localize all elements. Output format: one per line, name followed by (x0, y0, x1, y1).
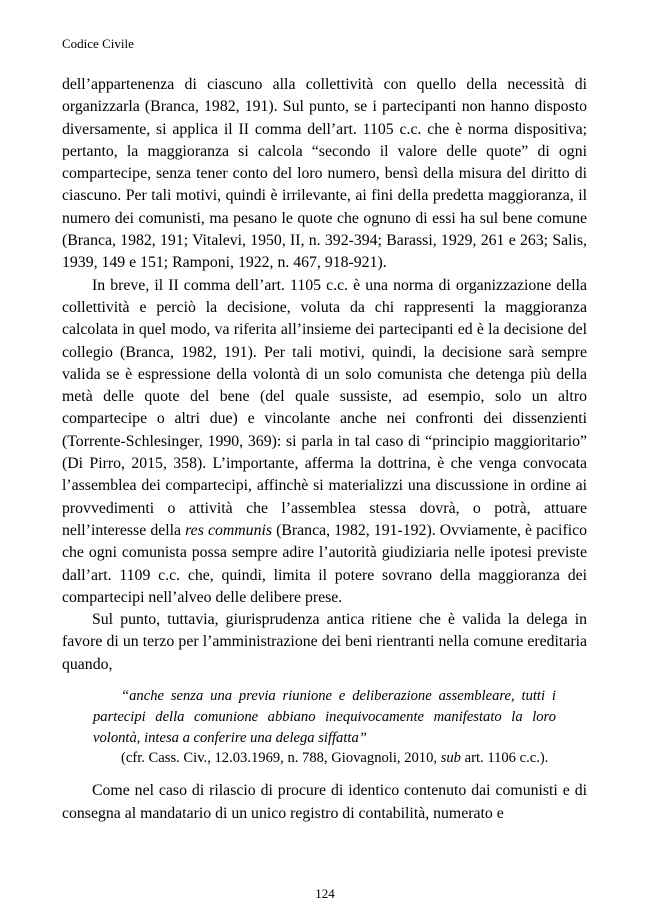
quote-text: “anche senza una previa riunione e deliberazione assembleare, tutti i partecipi della comunione abbiano inequivocamente manifestato la loro volontà, intesa a conferire una delega siffatta” (93, 688, 556, 746)
spacer (62, 769, 587, 780)
res-communis-term: res communis (185, 521, 273, 539)
paragraph-1: dell’appartenenza di ciascuno alla collettività con quello della necessità di organizzarla (Branca, 1982, 191). Sul punto, se i partecipanti non hanno disposto diversamente, si applica il II comma dell’art. 1105 c.c. che è norma dispositiva; pertanto, la maggioranza si calcola “secondo il valore delle quote” di ogni compartecipe, senza tener conto del loro numero, bensì della misura del diritto di ciascuno. Per tali motivi, quindi è irrilevante, ai fini della predetta maggioranza, il numero dei comunisti, ma pesano le quote che ognuno di essi ha sul bene comune (Branca, 1982, 191; Vitalevi, 1950, II, n. 392-394; Barassi, 1929, 261 e 263; Salis, 1939, 149 e 151; Ramponi, 1922, n. 467, 918-921). (62, 76, 587, 272)
citation-text-a: (cfr. Cass. Civ., 12.03.1969, n. 788, Giovagnoli, 2010, (121, 750, 441, 767)
paragraph-3: Sul punto, tuttavia, giurisprudenza antica ritiene che è valida la delega in favore di un terzo per l’amministrazione dei beni rientranti nella comune ereditaria quando, (62, 611, 587, 673)
page-number: 124 (315, 886, 335, 901)
paragraph-4: Come nel caso di rilascio di procure di identico contenuto dai comunisti e di consegna al mandatario di un unico registro di contabilità, numerato e (62, 782, 587, 822)
paragraph-2-text-b: (Branca, 1982, 191-192). Ovviamente, è pacifico che ogni comunista possa sempre adire l’autorità giudiziaria nelle ipotesi previste dall’art. 1109 c.c. che, quindi, limita il potere sovrano della maggioranza dei compartecipi nell’alveo delle delibere prese. (62, 521, 588, 606)
running-head: Codice Civile (62, 36, 134, 51)
paragraph-2 (62, 275, 587, 609)
paragraph-2-text-a: In breve, il II comma dell’art. 1105 c.c. è una norma di organizzazione della collettività e perciò la decisione, voluta da chi rappresenti la maggioranza calcolata in quel modo, va riferita all’insieme dei partecipanti ed è la decisione del collegio (Branca, 1982, 191). Per tali motivi, quindi, la decisione sarà sempre valida se è espressione della volontà di un solo comunista che detenga più della metà delle quote del bene (del quale sussiste, ad esempio, solo un altro compartecipe o altri due) e vincolante anche nei confronti dei dissenzienti (Torrente-Schlesinger, 1990, 369): si parla in tal caso di “principio maggioritario” (Di Pirro, 2015, 358). L’importante, afferma la dottrina, è che venga convocata l’assemblea dei compartecipi, affinchè si materializzi una discussione in ordine ai provvedimenti o attività che l’assemblea stessa dovrà, o potrà, attuare nell’interesse della (62, 276, 587, 539)
quote-citation (93, 748, 556, 769)
citation-sub-term: sub (440, 750, 461, 767)
body-text (62, 74, 587, 825)
block-quote (93, 686, 556, 769)
citation-text-b: art. 1106 c.c.). (460, 750, 549, 767)
